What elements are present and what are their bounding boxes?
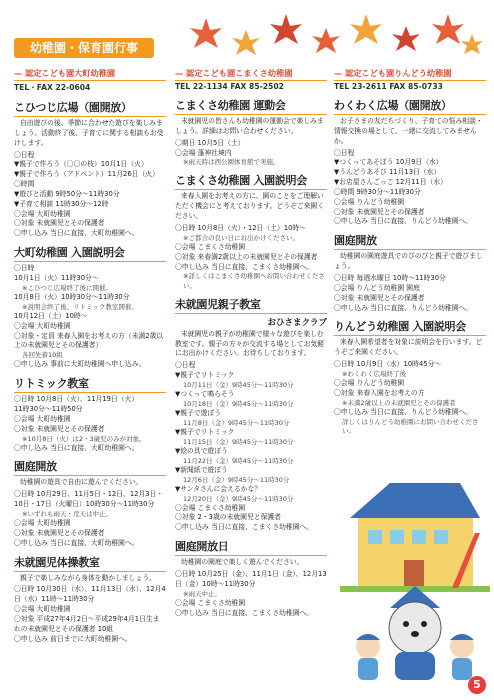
list-item: 〇対象 来春入園をお考えの方 (334, 388, 425, 397)
list-item: 〇対象 未就園児とその保護者 (334, 293, 425, 302)
section-text: 幼稚園の遊具で自由に遊んでください。 (20, 478, 143, 487)
list-item: 〇申し込み 当日に直接、大町幼稚園へ。 (14, 538, 139, 547)
list-item: ※詳しくはこまくさ幼稚園へお問い合わせください。 (183, 272, 325, 290)
section-text: 未就園児の親子が幼稚園で様々な遊びを楽しむ教室です。親子の方々が交流する場としてお気軽にお出かけください。お待ちしております。 (175, 329, 324, 358)
list-item: 〇申し込み 当日に直接、こまくさ幼稚園へ。 (175, 608, 314, 617)
list-item: 10月18日（金）9時45分～11時30分 (183, 399, 294, 408)
list-item: 〇日時 10月25日（金）、11月1日（金）、12月13日（金）10時～11時30分 (175, 569, 327, 588)
section-text: 親子で楽しみながら身体を動かしましょう。 (20, 573, 156, 582)
list-item: 〇対象 未就園児とその保護者 (14, 219, 105, 228)
section-title: こまくさ幼稚園 入園説明会 (175, 172, 327, 190)
detail-list (14, 151, 166, 240)
kindergarten-name: — 認定こども園りんどう幼稚園 (334, 68, 486, 81)
list-item: ▼お店屋さんごっこ 12月11日（水） (334, 178, 447, 187)
school-building-icon (340, 483, 490, 592)
detail-list (14, 585, 166, 644)
list-item: ▼子育て相談 11時30分～12時 (14, 199, 109, 208)
list-item: 〇申し込み 当日に直接、こまくさ幼稚園へ。 (175, 523, 314, 532)
list-item: 〇会場 大町幼稚園 (14, 209, 71, 218)
list-item: 〇対象・定員 来春入園をお考えの方（未満2歳以上の未就園児とその保護者） (14, 331, 164, 350)
list-item: 各回先着10組 (22, 351, 63, 360)
list-item: 〇日時 毎週水曜日 10時～11時30分 (334, 273, 446, 282)
section-title: 園庭開放日 (175, 538, 327, 556)
list-item: 〇申し込み 事前に大町幼稚園へ申し込み。 (14, 360, 146, 369)
detail-list (334, 149, 486, 228)
list-item: 11時30分～11時50分 (14, 405, 83, 413)
list-item: 〇申し込み 当日に直接、こまくさ幼稚園へ。 (175, 262, 314, 271)
list-item: 10月1日（火）11時30分～ (14, 273, 99, 282)
section-title: わくわく広場（園開放） (334, 97, 486, 115)
list-item: 〇日時 10月8日（火）・12日（土）10時～ (175, 224, 306, 232)
detail-list (14, 264, 166, 370)
list-item: 〇日時 (14, 264, 35, 273)
list-item: 10月8日（火）10時30分～11時30分 (14, 292, 130, 301)
list-item: 〇会場 こまくさ幼稚園 (175, 503, 246, 512)
contact: TEL 23-2611 FAX 85-0733 (334, 82, 443, 91)
list-item: 12月6日（金）9時45分～11時30分 (183, 475, 290, 484)
list-item: 〇対象 来春満2歳以上の未就園児とその保護者 (175, 252, 318, 261)
list-item: 〇会場 こまくさ幼稚園 (175, 242, 246, 251)
kindergarten-name: — 認定こども園こまくさ幼稚園 (175, 68, 327, 81)
list-item: ※わくわく広場終了後 (342, 369, 406, 378)
detail-list (175, 139, 327, 168)
list-item: 〇日程 (334, 148, 355, 157)
list-item: ※説明会終了後、リトミック教室開催。 (22, 302, 138, 311)
section-text: 来春入園希望者を対象に説明会を行います。どうぞご来園ください。 (334, 338, 483, 357)
list-item: 〇対象 2・3歳の未就園児と保護者 (175, 513, 281, 522)
section-text: 幼稚園の園庭遊具でのびのびと親子で遊びましょう。 (334, 252, 483, 271)
list-item: 〇会場 りんどう幼稚園 園庭 (334, 283, 420, 292)
detail-list (334, 274, 486, 313)
list-item: 〇対象 平成27年4月2日～平成29年4月1日生まれの未就園児とその保護者 10組 (14, 615, 160, 633)
list-item: ▼絵の具で遊ぼう (175, 446, 228, 455)
list-item: 〇日時 10月9日（水）10時45分～ (334, 360, 442, 369)
section-title: りんどう幼稚園 入園説明会 (334, 318, 486, 336)
detail-list (175, 224, 327, 291)
section-text: 幼稚園の園庭で楽しく遊んでください。 (181, 558, 304, 567)
maple-leaves-decoration (186, 8, 486, 68)
kindergarten-illustration (340, 468, 490, 688)
list-item: 〇会場 こまくさ幼稚園 (175, 598, 246, 607)
list-item: 〇対象 未就園児とその保護者 (14, 424, 105, 433)
section-title: 未就園児体操教室 (14, 554, 166, 572)
list-item: ▼遊びと活動 9時50分～11時30分 (14, 189, 120, 198)
list-item: ※10月8日（火）は2・3歳児のみが対象。 (22, 434, 146, 443)
column-omachi (14, 68, 166, 645)
section-title: 園庭開放 (14, 458, 166, 476)
list-item: ※未満2歳以上の未就園児とその保護者 (342, 398, 456, 407)
list-item: 10月11日（金）9時45分～11時30分 (183, 380, 294, 389)
list-item: ※雨天中止。 (183, 589, 221, 598)
list-item: ▼うんどうあそび 11月13日（水） (334, 168, 441, 177)
list-item: ▼親子でリトミック (175, 371, 235, 380)
list-item: ▼親子でリトミック (175, 427, 235, 436)
list-item: 〇申し込み 当日に直接、りんどう幼稚園へ。 (334, 407, 473, 416)
mascot-icon (389, 586, 441, 680)
list-item: 12月20日（金）9時45分～11時30分 (183, 494, 294, 503)
column-komakusa (175, 68, 327, 618)
column-rindo (334, 68, 486, 436)
section-text: 来春入園をお考えの方に、園のことをご理解いただく機会にと考えております。どうぞご来園ください。 (175, 192, 324, 221)
list-item: 〇日時 10月29日、11月5日・12日、12月3日・10日・17日（火曜日）10時30分～11時30分 (14, 490, 164, 509)
list-item: 〇会場 大町幼稚園 (14, 605, 71, 614)
section-text: 未就園児の皆さんも幼稚園の運動会で楽しみましょう。詳細はお問い合わせください。 (175, 117, 324, 135)
list-item: 〇申し込み 当日に直接、りんどう幼稚園へ。 (334, 217, 473, 226)
list-item: ▼つくってあそぼう 10月9日（水） (334, 158, 443, 167)
detail-list (175, 361, 327, 533)
list-item: ▼つくって鳴らそう (175, 389, 235, 398)
section-text: 自由遊びの後、季節に合わせた遊びを楽しみましょう。活動終了後、子育てに関する相談もお受けします。 (14, 119, 164, 147)
list-item: 〇会場 りんどう幼稚園 (334, 378, 405, 387)
list-item: 〇期日 10月5日（土） (175, 138, 245, 147)
list-item: 〇会場 りんどう幼稚園 (334, 197, 405, 206)
maple-leaf-icon (190, 14, 483, 55)
detail-list (334, 360, 486, 436)
list-item: 〇日程 (14, 150, 35, 159)
list-item: 〇対象 未就園児とその保護者 (14, 528, 105, 537)
detail-list (14, 395, 166, 453)
list-item: 10月12日（土）10時～ (14, 311, 88, 320)
section-subtitle: おひさまクラブ (267, 317, 327, 328)
contact: TEL 22-1134 FAX 85-2502 (175, 82, 284, 91)
list-item: 〇会場 大町幼稚園 (14, 519, 71, 528)
list-item: ▼親子で作ろう（〇〇の枝）10月1日（火） (14, 160, 148, 169)
list-item: ▼親子で遊ぼう (175, 408, 222, 417)
list-item: 〇会場 蓬神社境内 (175, 148, 232, 157)
list-item: ▼新聞紙で遊ぼう (175, 465, 228, 474)
list-item: ※こひつじ広場終了後に開催。 (22, 283, 112, 292)
list-item: 詳しくはりんどう幼稚園にお問い合わせください。 (342, 417, 479, 435)
list-item: 〇申し込み 当日に直接、大町幼稚園へ。 (14, 443, 139, 452)
list-item: ※ご都合の良い日にお出かけください。 (183, 233, 299, 242)
list-item: ※雨天時は西公園体育館で実施。 (183, 158, 280, 167)
list-item: 〇日時 10月30日（水）、11月13日（水）、12月4日（水）11時～11時30分 (14, 585, 166, 604)
page-number: 5 (468, 676, 486, 694)
section-title: 大町幼稚園 入園説明会 (14, 244, 166, 262)
list-item: 〇申し込み 前日までに大町幼稚園へ。 (14, 634, 132, 643)
detail-list (175, 570, 327, 618)
section-title: リトミック教室 (14, 375, 166, 393)
page-title: 幼稚園・保育園行事 (14, 38, 154, 58)
list-item: 〇日時 10月8日（火）、11月19日（火） (14, 395, 139, 404)
list-item: 11月15日（金）9時45分～11時30分 (183, 437, 294, 446)
section-title: 園庭開放 (334, 232, 486, 250)
kindergarten-name: — 認定こども園大町幼稚園 (14, 68, 166, 81)
list-item: ▼親子で作ろう（アドベント）11月26日（火） (14, 170, 159, 179)
section-title: 未就園児親子教室 (175, 296, 327, 314)
list-item: 〇対象 未就園児とその保護者 (334, 207, 425, 216)
detail-list (14, 490, 166, 548)
list-item: 11月8日（金）9時45分～11時30分 (183, 418, 290, 427)
list-item: 〇会場 大町幼稚園 (14, 321, 71, 330)
list-item: 〇時間 (14, 180, 35, 189)
list-item: 〇申し込み 当日に直接、大町幼稚園へ。 (14, 229, 139, 238)
list-item: 〇日程 (175, 361, 196, 370)
list-item: ▼サンタさんに会えるかな？ (175, 484, 262, 493)
list-item: 〇時間 9時30分～11時30分 (334, 187, 421, 196)
section-title: こまくさ幼稚園 運動会 (175, 97, 327, 115)
list-item: 〇申し込み 当日に直接、りんどう幼稚園へ。 (334, 303, 473, 312)
list-item: 11月22日（金）9時45分～11時30分 (183, 456, 294, 465)
contact: TEL・FAX 22-0604 (14, 83, 91, 92)
section-text: お子さまの友だちづくり、子育ての悩み相談・情報交換の場として、一緒に交流してみませんか。 (334, 117, 483, 145)
section-title: こひつじ広場（園開放） (14, 99, 166, 117)
list-item: ※いずれも雨天・荒天は中止。 (22, 510, 112, 518)
list-item: 〇会場 大町幼稚園 (14, 414, 71, 423)
